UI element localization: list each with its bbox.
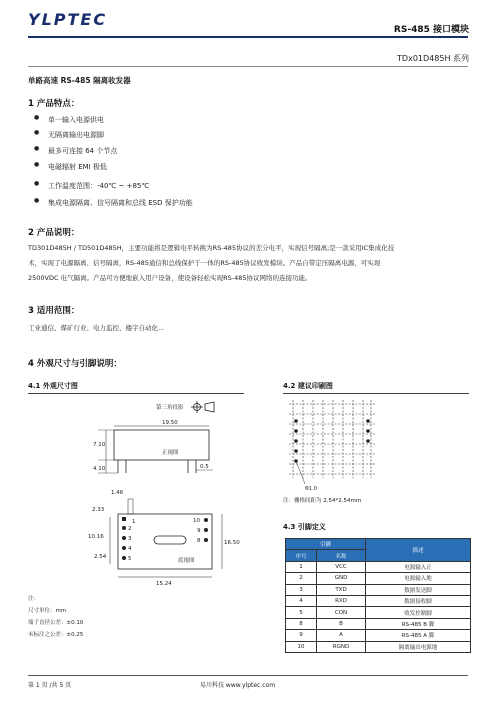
table-row: 5 CON 收发控制脚: [286, 607, 471, 618]
table-row: 9 A RS-485 A 脚: [286, 630, 471, 641]
bottom-view-label: 底视图: [178, 558, 195, 564]
note-line: 端子直径公差：±0.10: [28, 620, 84, 626]
hole-label: Φ1.0: [305, 486, 317, 492]
dim-label: 10.16: [88, 534, 104, 540]
pin-label: 10: [193, 518, 200, 524]
pin-label: 5: [128, 556, 132, 562]
note-line: 未标注之公差：±0.25: [28, 632, 84, 638]
outline-title: 4.1 外观尺寸图: [28, 382, 78, 390]
pin-label: 2: [128, 526, 132, 532]
dim-label: 15.24: [156, 581, 172, 586]
table-row: 10 RGND 隔离输出电源地: [286, 641, 471, 652]
footer-divider: [28, 675, 468, 676]
dim-label: 16.50: [224, 540, 240, 546]
description-line: 2500VDC 电气隔离。产品可方便地嵌入用户设备，使设备轻松实现RS-485协议网络的连接功能。: [28, 274, 312, 282]
table-row: 8 B RS-485 B 脚: [286, 618, 471, 629]
outline-drawing: [28, 396, 248, 586]
dim-label: 19.50: [162, 420, 178, 426]
pin-table: [285, 538, 471, 653]
features-title: 1 产品特点：: [28, 99, 80, 109]
notes-heading: 注：: [28, 596, 40, 602]
product-line: RS-485 接口模块: [393, 25, 469, 35]
footprint-note: 注：栅格间距为 2.54*2.54mm: [283, 498, 362, 504]
table-row: 3 TXD 数据发送脚: [286, 584, 471, 595]
table-row: 1 VCC 电源输入正: [286, 561, 471, 572]
outline-underline: [28, 393, 244, 394]
dim-label: 4.10: [93, 466, 106, 472]
front-view-label: 正视图: [162, 450, 179, 456]
pin-label: 3: [128, 536, 132, 542]
feature-item: ● 集成电源隔离、信号隔离和总线 ESD 保护功能: [48, 198, 193, 208]
feature-item: ● 最多可连接 64 个节点: [48, 146, 117, 156]
feature-item: ● 无隔离输出电源脚: [48, 130, 104, 140]
dimensions-title: 4 外观尺寸与引脚说明：: [28, 359, 122, 369]
feature-item: ● 工作温度范围：-40℃ ~ +85℃: [48, 181, 149, 191]
note-line: 尺寸单位：mm: [28, 608, 67, 614]
table-row: 2 GND 电源输入地: [286, 573, 471, 584]
pin-label: 8: [197, 538, 201, 544]
applications-text: 工业通信、煤矿行业、电力监控、楼宇自动化...: [28, 324, 165, 332]
pin-head-name: 名称: [317, 550, 366, 561]
pin-table-title: 4.3 引脚定义: [283, 523, 326, 531]
description-line: TD301D485H / TD501D485H，主要功能将是逻辑电平转换为RS-485协议的差分电平，实现信号隔离;是一款采用IC集成化技: [28, 244, 395, 252]
dim-label: 7.10: [93, 442, 106, 448]
footprint-underline: [283, 393, 469, 394]
description-line: 术，实现了电源隔离、信号隔离，RS-485通信和总线保护于一体的RS-485协议收发模块。产品自带定压隔离电源，可实现: [28, 259, 381, 267]
dim-label: 2.54: [94, 554, 107, 560]
dim-label: 2.33: [92, 507, 105, 513]
pin-head-group: 引脚: [286, 539, 366, 550]
applications-title: 3 适用范围：: [28, 306, 80, 316]
footer-site: 易川科技 www.ylptec.com: [200, 682, 276, 689]
feature-item: ● 单一输入电源供电: [48, 115, 104, 125]
pin-head-no: 序号: [286, 550, 317, 561]
dim-label: 0.5: [200, 464, 209, 470]
pin-label: 1: [132, 519, 136, 525]
description-title: 2 产品说明：: [28, 228, 80, 238]
pin-label: 4: [128, 546, 132, 552]
table-row: 4 RXD 数据接收脚: [286, 595, 471, 606]
dim-label: 1.46: [111, 490, 124, 496]
feature-item: ● 电磁辐射 EMI 极低: [48, 162, 107, 172]
footprint-drawing: [283, 396, 473, 496]
pin-head-desc: 描述: [366, 539, 471, 562]
doc-title: 单路高速 RS-485 隔离收发器: [28, 76, 131, 85]
company-logo: YLPTEC: [28, 10, 108, 29]
page-number: 第 1 页 /共 5 页: [28, 682, 72, 689]
projection-label: 第三角投影: [156, 405, 184, 411]
pin-label: 9: [197, 528, 201, 534]
footprint-title: 4.2 建议印刷图: [283, 382, 333, 390]
series-name: TDx01D485H 系列: [397, 54, 469, 63]
header-divider: [28, 36, 468, 38]
header-subdivider: [28, 66, 468, 67]
